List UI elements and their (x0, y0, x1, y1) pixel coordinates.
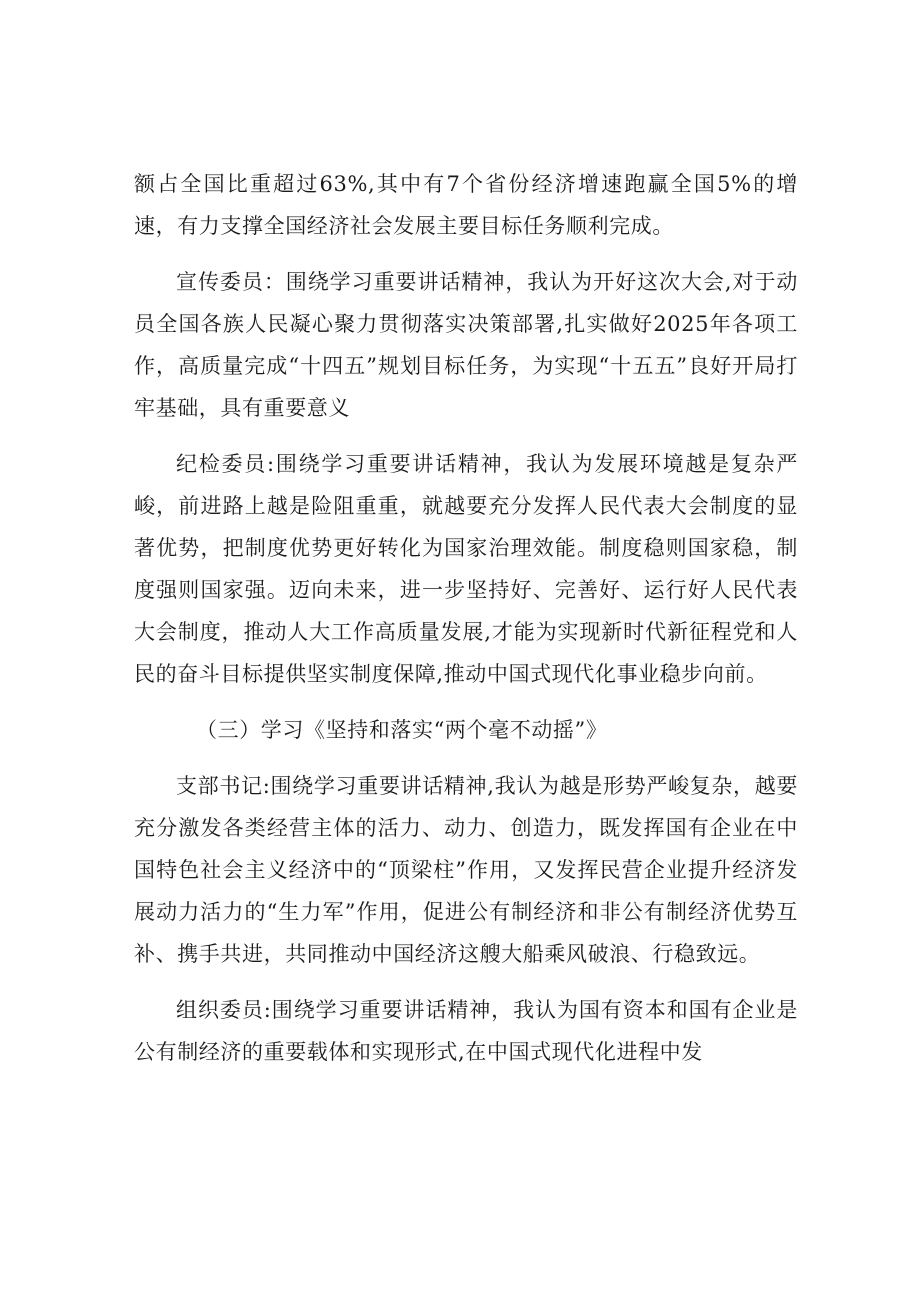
paragraph-gap (134, 975, 798, 989)
paragraph-continuation: 额占全国比重超过63%,其中有7个省份经济增速跑赢全国5%的增速，有力支撑全国经济社会发展主要目标任务顺利完成。 (134, 172, 798, 238)
paragraph-gap (134, 695, 798, 709)
paragraph-gap (134, 247, 798, 261)
document-body (134, 163, 798, 1073)
section-heading: （三）学习《坚持和落实“两个毫不动摇”》 (196, 718, 608, 742)
paragraph-propaganda-member: 宣传委员：围绕学习重要讲话精神，我认为开好这次大会,对于动员全国各族人民凝心聚力贯彻落实决策部署,扎实做好2025年各项工作，高质量完成“十四五”规划目标任务，为实现“十五五”良好开局打牢基础，具有重要意义 (134, 270, 798, 420)
paragraph-organization-member: 组织委员:围绕学习重要讲话精神，我认为国有资本和国有企业是公有制经济的重要载体和实现形式,在中国式现代化进程中发 (134, 998, 798, 1064)
paragraph-gap (134, 751, 798, 765)
paragraph-branch-secretary: 支部书记:围绕学习重要讲话精神,我认为越是形势严峻复杂，越要充分激发各类经营主体的活力、动力、创造力，既发挥国有企业在中国特色社会主义经济中的“顶梁柱”作用，又发挥民营企业提升经济发展动力活力的“生力军”作用，促进公有制经济和非公有制经济优势互补、携手共进，共同推动中国经济这艘大船乘风破浪、行稳致远。 (134, 774, 798, 966)
paragraph-gap (134, 429, 798, 443)
paragraph-discipline-member: 纪检委员:围绕学习重要讲话精神，我认为发展环境越是复杂严峻，前进路上越是险阻重重，就越要充分发挥人民代表大会制度的显著优势，把制度优势更好转化为国家治理效能。制度稳则国家稳，制度强则国家强。迈向未来，进一步坚持好、完善好、运行好人民代表大会制度，推动人大工作高质量发展,才能为实现新时代新征程党和人民的奋斗目标提供坚实制度保障,推动中国式现代化事业稳步向前。 (134, 452, 798, 686)
